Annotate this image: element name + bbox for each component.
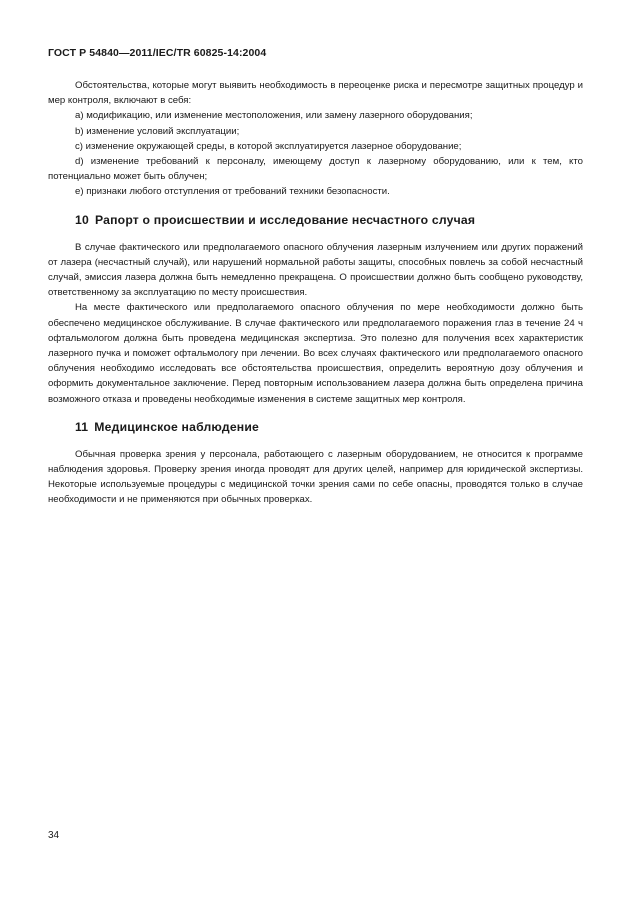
list-item: а) модификацию, или изменение местоположения, или замену лазерного оборудования;	[75, 110, 473, 122]
page-number: 34	[48, 830, 60, 841]
section-10-paragraph: В случае фактического или предполагаемого опасного облучения лазерным излучением или других поражений от лазера (несчастный случай), или нарушений нормальной работы защиты, способных повлечь за собой несчастный случай, эмиссия лазера должна быть немедленно прекращена. О происшествии должно быть сообщено руководству, ответственному за эксплуатацию по месту происшествия.	[48, 241, 583, 299]
section-10-paragraph: На месте фактического или предполагаемого опасного облучения по мере необходимости должно быть обеспечено медицинское обслуживание. В случае фактического или предполагаемого поражения глаз в течение 24 ч офтальмологом должна быть проведена медицинская экспертиза. Это полезно для получения всех характеристик лазерного пучка и поможет офтальмологу при лечении. Во всех случаях фактического или предполагаемого опасного облучения необходимо исследовать все обстоятельства происшествия, определить вероятную дозу облучения и оформить документальное заключение. Перед повторным использованием лазера должна быть определена причина возможного отказа и проведены необходимые изменения в системе защитных мер контроля.	[48, 302, 583, 405]
intro-lead-paragraph: Обстоятельства, которые могут выявить необходимость в переоценке риска и пересмотре защитных процедур и мер контроля, включают в себя:	[48, 80, 583, 107]
list-item: c) изменение окружающей среды, в которой эксплуатируется лазерное оборудование;	[75, 140, 462, 152]
section-number: 10	[75, 212, 89, 227]
section-11-paragraph: Обычная проверка зрения у персонала, работающего с лазерным оборудованием, не относится к программе наблюдения здоровья. Проверку зрения иногда проводят для других целей, например для юридической экспертизы. Некоторые используемые процедуры с медицинской точки зрения сами по себе опасны, проводятся только в случае необходимости и не применяются при обычных проверках.	[48, 448, 583, 506]
section-title: Медицинское наблюдение	[94, 419, 260, 434]
document-body	[48, 78, 583, 508]
section-11-heading	[48, 419, 583, 436]
section-title: Рапорт о происшествии и исследование несчастного случая	[94, 212, 476, 227]
section-10-heading	[48, 212, 583, 229]
list-item: e) признаки любого отступления от требований техники безопасности.	[75, 186, 390, 198]
list-item: b) изменение условий эксплуатации;	[75, 125, 240, 137]
document-header: ГОСТ Р 54840—2011/IEC/TR 60825-14:2004	[48, 47, 267, 59]
list-item: d) изменение требований к персоналу, имеющему доступ к лазерному оборудованию, или к тем, кто потенциально может быть облучен;	[48, 156, 583, 183]
section-number: 11	[75, 419, 89, 434]
